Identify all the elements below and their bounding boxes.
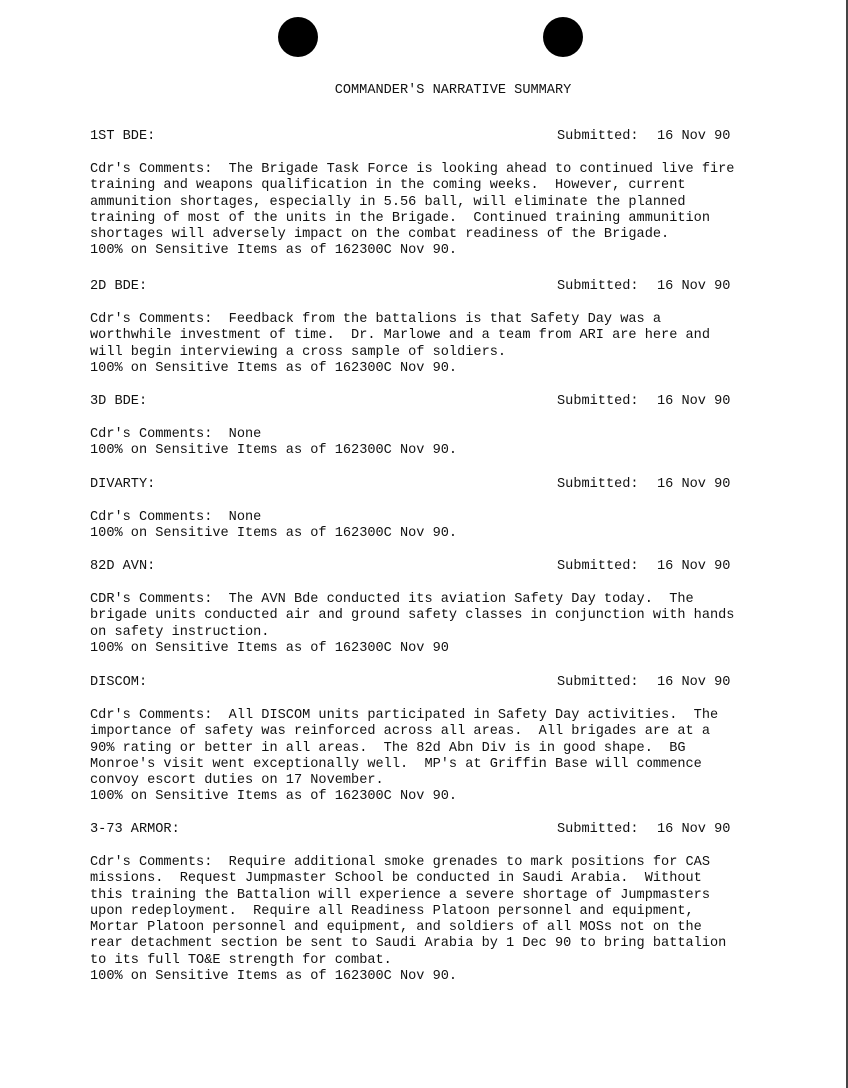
section-divarty — [90, 477, 770, 543]
submitted-date: 16 Nov 90 — [657, 279, 731, 294]
comments: Cdr's Comments: Require additional smoke grenades to mark positions for CAS missions. Request Jumpmaster School be conducted in Saudi Arabia. Without this training the Battalion will experience a severe shortage of Jumpmasters upon redeployment. Require all Readiness Platoon personnel and equipment, Mortar Platoon personnel and equipment, and soldiers of all MOSs not on the rear detachment section be sent to Saudi Arabia by 1 Dec 90 to bring battalion to its full TO&E strength for combat. 100% on Sensitive Items as of 162300C Nov 90. — [90, 855, 727, 985]
section-discom — [90, 675, 770, 806]
submitted-date: 16 Nov 90 — [657, 675, 731, 690]
comments: Cdr's Comments: None 100% on Sensitive Items as of 162300C Nov 90. — [90, 510, 458, 542]
submitted-date: 16 Nov 90 — [657, 129, 731, 144]
submitted-date: 16 Nov 90 — [657, 394, 731, 409]
punch-hole-right — [543, 17, 583, 57]
submitted-label: Submitted: — [557, 477, 639, 492]
section-3-73-armor — [90, 822, 770, 985]
section-82d-avn — [90, 559, 770, 657]
section-2d-bde — [90, 279, 770, 377]
punch-hole-left — [278, 17, 318, 57]
unit-name: DIVARTY: — [90, 477, 156, 492]
submitted-date: 16 Nov 90 — [657, 822, 731, 837]
submitted-label: Submitted: — [557, 675, 639, 690]
document-title: COMMANDER'S NARRATIVE SUMMARY — [334, 83, 572, 98]
submitted-date: 16 Nov 90 — [657, 477, 731, 492]
comments: Cdr's Comments: Feedback from the battalions is that Safety Day was a worthwhile investment of time. Dr. Marlowe and a team from ARI are here and will begin interviewing a cross sample of soldiers. 100% on Sensitive Items as of 162300C Nov 90. — [90, 312, 710, 376]
unit-name: 3-73 ARMOR: — [90, 822, 180, 837]
unit-name: 2D BDE: — [90, 279, 148, 294]
section-1st-bde — [90, 129, 770, 260]
comments: Cdr's Comments: All DISCOM units participated in Safety Day activities. The importance of safety was reinforced across all areas. All brigades are at a 90% rating or better in all areas. The 82d Abn Div is in good shape. BG Monroe's visit went exceptionally well. MP's at Griffin Base will commence convoy escort duties on 17 November. 100% on Sensitive Items as of 162300C Nov 90. — [90, 708, 719, 805]
comments: CDR's Comments: The AVN Bde conducted its aviation Safety Day today. The brigade units conducted air and ground safety classes in conjunction with hands on safety instruction. 100% on Sensitive Items as of 162300C Nov 90 — [90, 592, 735, 656]
unit-name: 3D BDE: — [90, 394, 148, 409]
submitted-label: Submitted: — [557, 129, 639, 144]
unit-name: DISCOM: — [90, 675, 148, 690]
submitted-label: Submitted: — [557, 394, 639, 409]
submitted-label: Submitted: — [557, 822, 639, 837]
comments: Cdr's Comments: None 100% on Sensitive Items as of 162300C Nov 90. — [90, 427, 458, 459]
section-3d-bde — [90, 394, 770, 460]
unit-name: 82D AVN: — [90, 559, 156, 574]
comments: Cdr's Comments: The Brigade Task Force is looking ahead to continued live fire training and weapons qualification in the coming weeks. However, current ammunition shortages, especially in 5.56 ball, will eliminate the planned training of most of the units in the Brigade. Continued training ammunition shortages will adversely impact on the combat readiness of the Brigade. 100% on Sensitive Items as of 162300C Nov 90. — [90, 162, 735, 259]
submitted-label: Submitted: — [557, 559, 639, 574]
submitted-label: Submitted: — [557, 279, 639, 294]
unit-name: 1ST BDE: — [90, 129, 156, 144]
submitted-date: 16 Nov 90 — [657, 559, 731, 574]
